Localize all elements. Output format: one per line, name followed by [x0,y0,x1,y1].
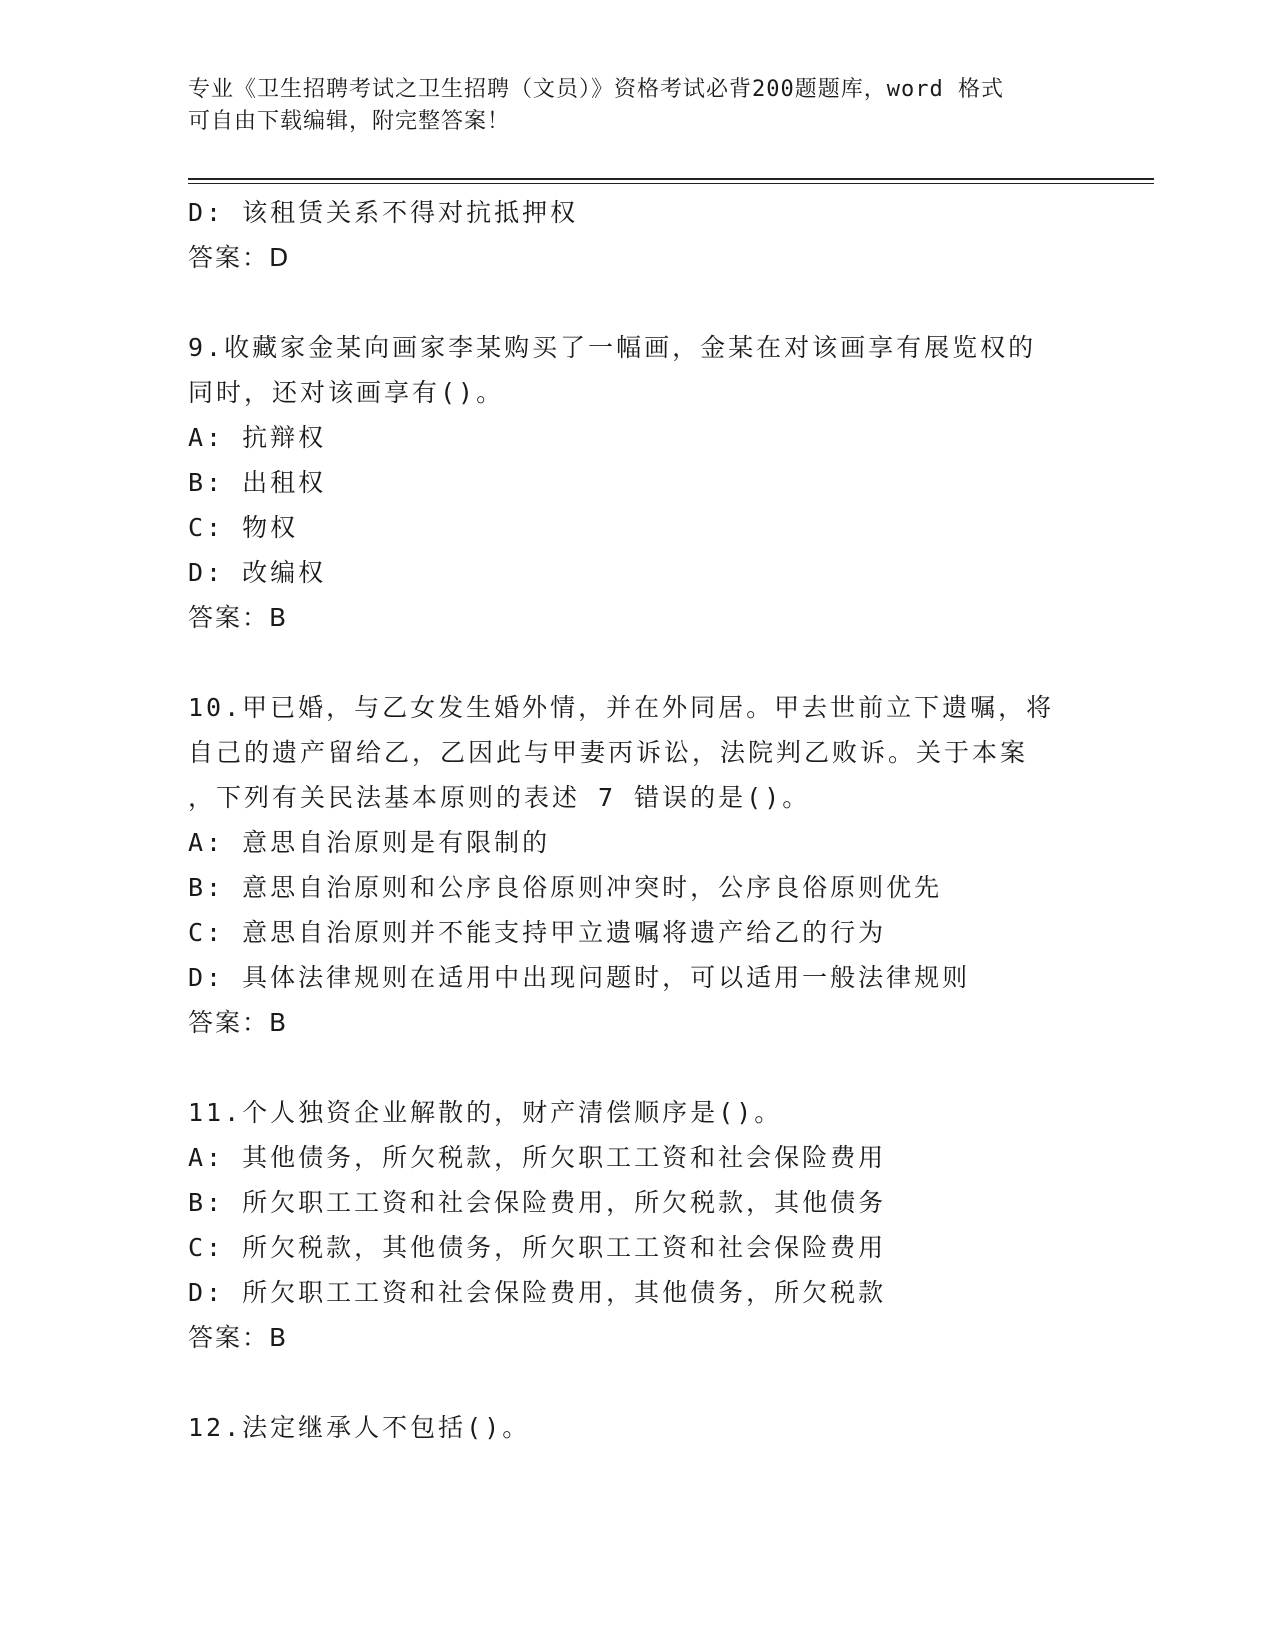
option-b: B: 意思自治原则和公序良俗原则冲突时，公序良俗原则优先 [188,873,943,902]
header-rule-thick [188,178,1154,180]
option-a: A: 抗辩权 [188,423,327,452]
option-c: C: 所欠税款，其他债务，所欠职工工资和社会保险费用 [188,1233,887,1262]
question-content [188,190,1148,1450]
question-9 [188,325,1148,640]
spacer [188,280,1148,325]
question-stem: 同时，还对该画享有()。 [188,378,505,407]
option-d: D: 改编权 [188,558,327,587]
header-title-line-1: 专业《卫生招聘考试之卫生招聘（文员）》资格考试必背200题题库，word 格式 [188,77,1004,102]
previous-question-tail [188,190,1148,280]
option-a: A: 其他债务，所欠税款，所欠职工工资和社会保险费用 [188,1143,887,1172]
spacer [188,640,1148,685]
question-11 [188,1090,1148,1360]
option-a: A: 意思自治原则是有限制的 [188,828,551,857]
question-stem: ，下列有关民法基本原则的表述 7 错误的是()。 [188,783,811,812]
question-stem: 9.收藏家金某向画家李某购买了一幅画，金某在对该画享有展览权的 [188,333,1037,362]
question-10 [188,685,1148,1045]
option-d: D: 具体法律规则在适用中出现问题时，可以适用一般法律规则 [188,963,971,992]
question-stem: 自己的遗产留给乙，乙因此与甲妻丙诉讼，法院判乙败诉。关于本案 [188,738,1029,767]
option-c: C: 意思自治原则并不能支持甲立遗嘱将遗产给乙的行为 [188,918,887,947]
answer-line: 答案：B [188,1008,289,1037]
spacer [188,1045,1148,1090]
spacer [188,1360,1148,1405]
answer-line: 答案：B [188,1323,289,1352]
question-12 [188,1405,1148,1450]
answer-line: 答案：D [188,243,291,272]
answer-line: 答案：B [188,603,289,632]
header-rule-thin [188,183,1154,184]
question-stem: 12.法定继承人不包括()。 [188,1413,531,1442]
header-title-line-2: 可自由下载编辑，附完整答案！ [188,109,511,134]
question-stem: 10.甲已婚，与乙女发生婚外情，并在外同居。甲去世前立下遗嘱，将 [188,693,1055,722]
option-d: D: 所欠职工工资和社会保险费用，其他债务，所欠税款 [188,1278,887,1307]
option-c: C: 物权 [188,513,299,542]
question-stem: 11.个人独资企业解散的，财产清偿顺序是()。 [188,1098,783,1127]
option-b: B: 所欠职工工资和社会保险费用，所欠税款，其他债务 [188,1188,887,1217]
option-d: D: 该租赁关系不得对抗抵押权 [188,198,579,227]
page-header [188,74,1088,138]
option-b: B: 出租权 [188,468,327,497]
